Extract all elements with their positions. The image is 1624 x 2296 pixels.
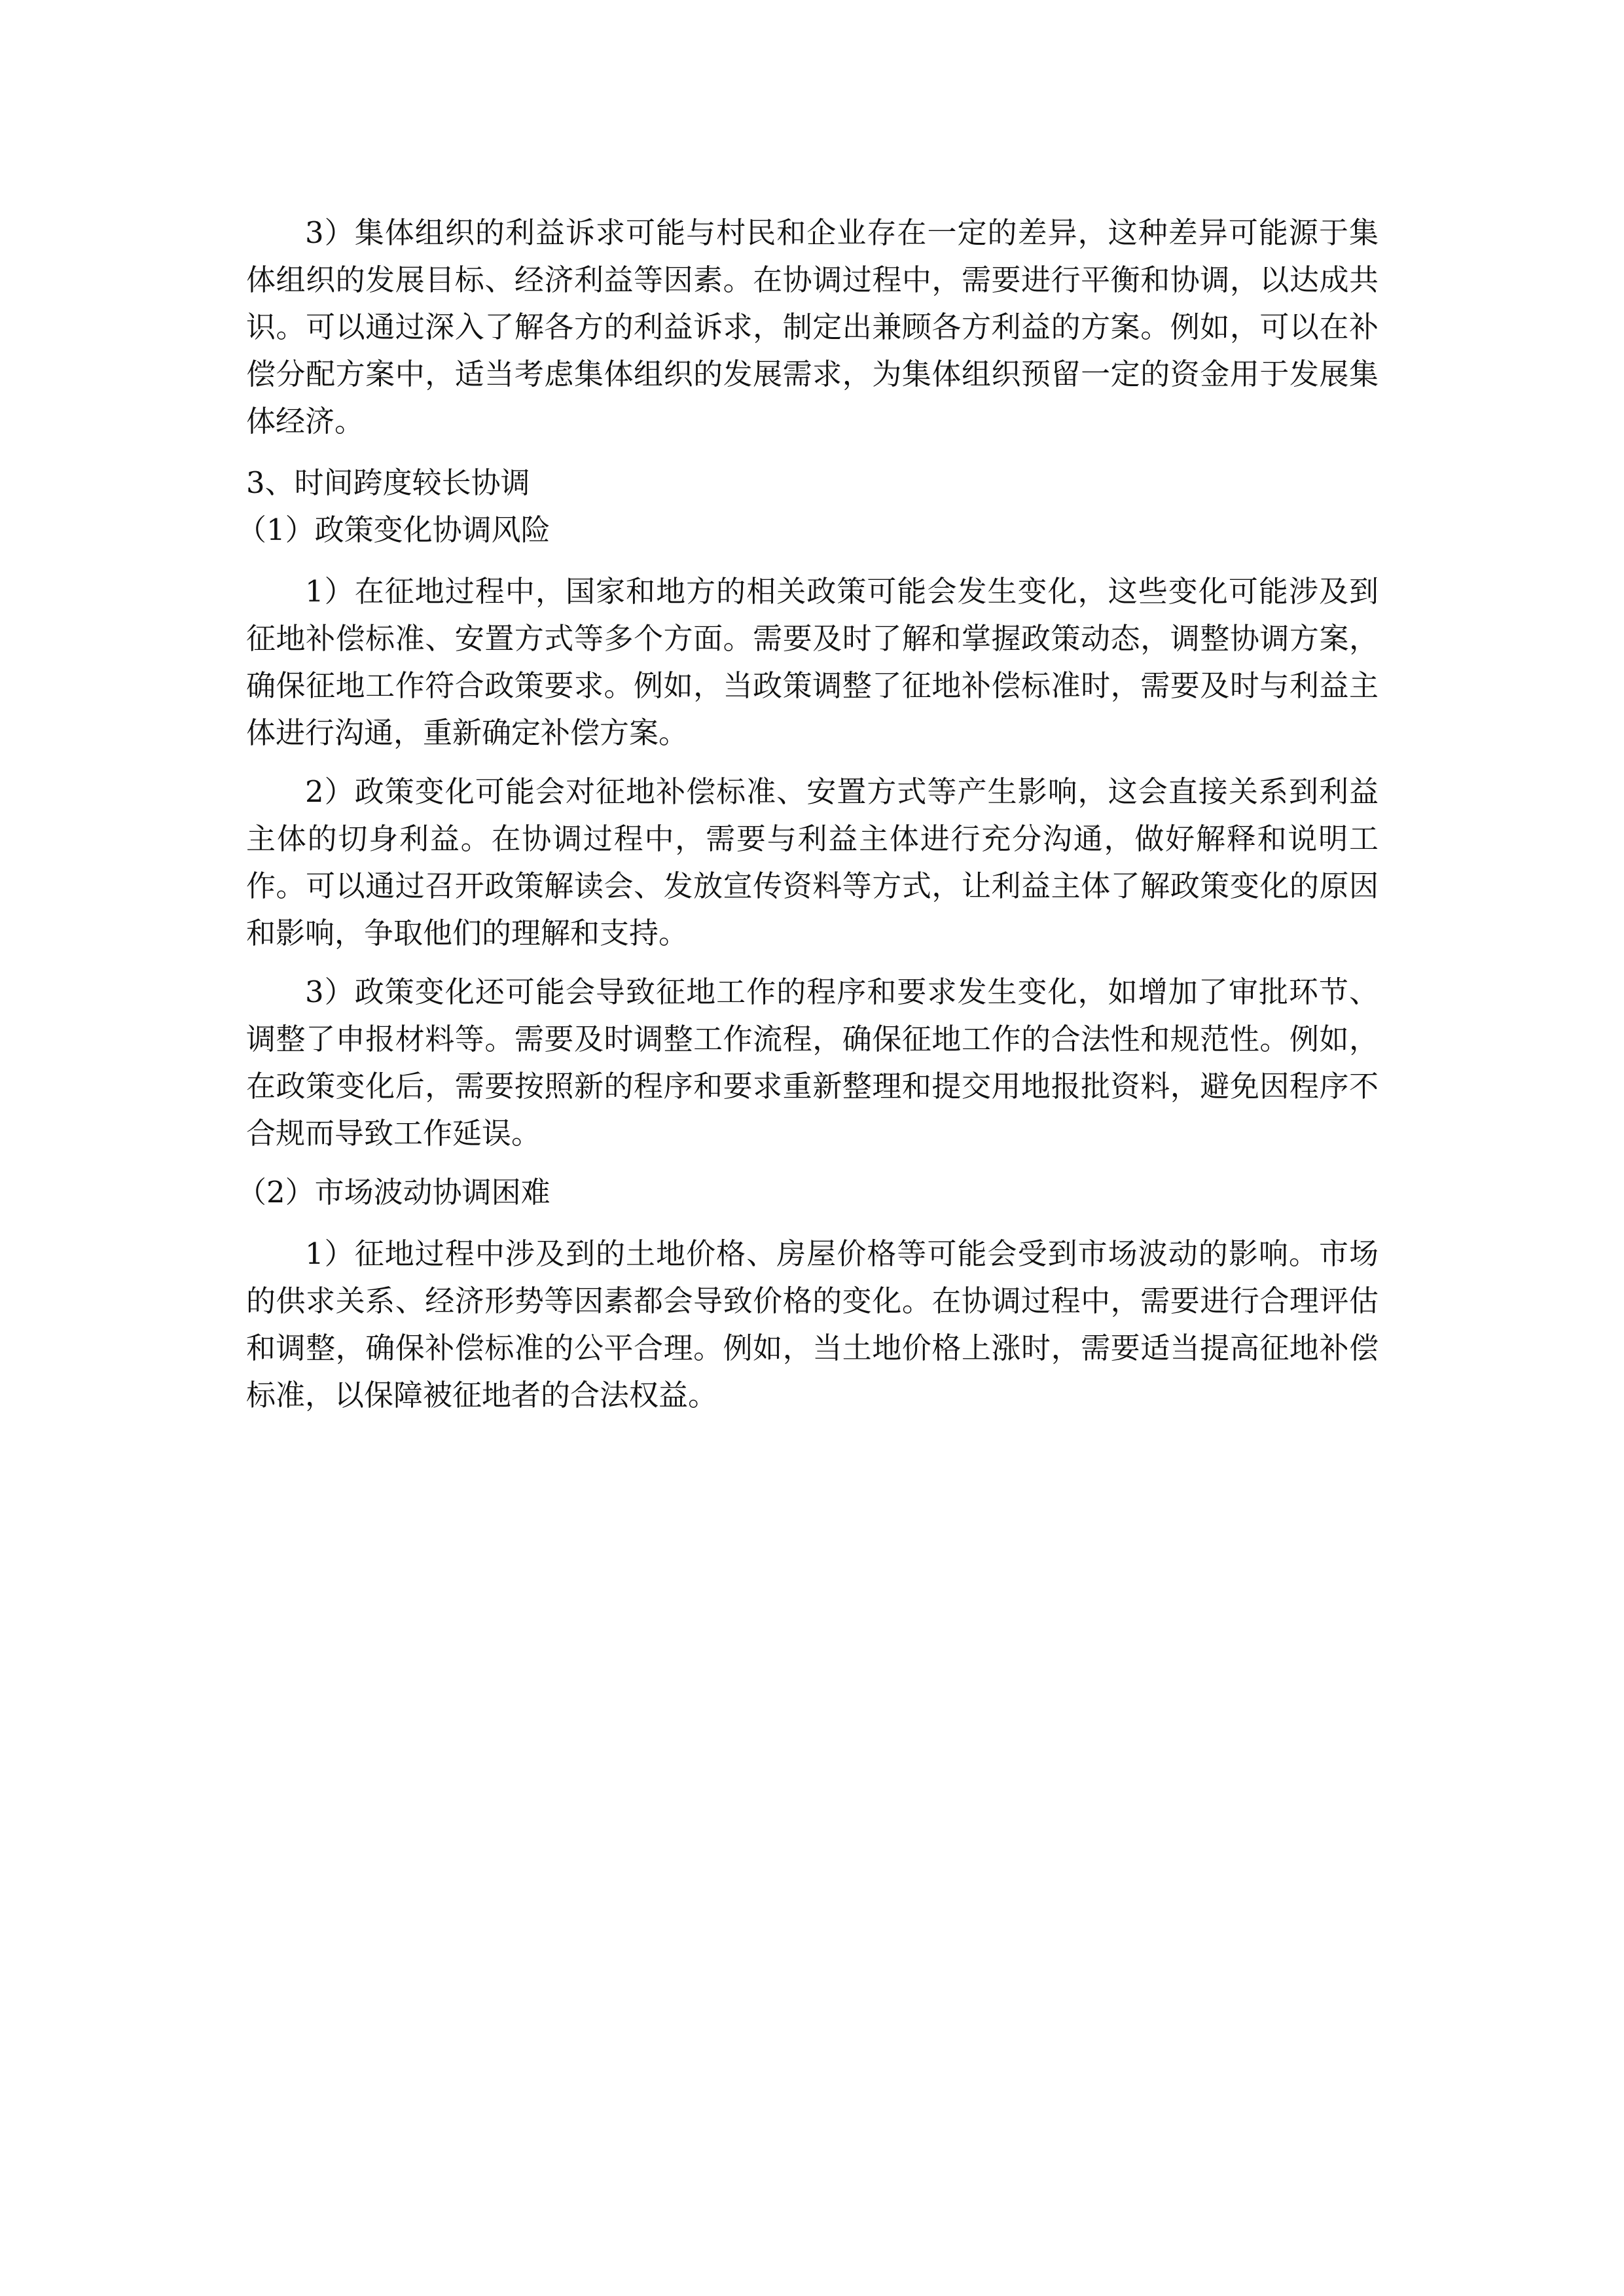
paragraph-policy-1: 1）在征地过程中，国家和地方的相关政策可能会发生变化，这些变化可能涉及到征地补偿标准、安置方式等多个方面。需要及时了解和掌握政策动态，调整协调方案，确保征地工作符合政策要求。例如，当政策调整了征地补偿标准时，需要及时与利益主体进行沟通，重新确定补偿方案。	[246, 574, 1379, 750]
spacer	[246, 445, 1379, 459]
spacer	[246, 957, 1379, 969]
document-page	[237, 209, 1379, 1419]
paragraph-collective-interests: 3）集体组织的利益诉求可能与村民和企业存在一定的差异，这种差异可能源于集体组织的发展目标、经济利益等因素。在协调过程中，需要进行平衡和协调，以达成共识。可以通过深入了解各方的利益诉求，制定出兼顾各方利益的方案。例如，可以在补偿分配方案中，适当考虑集体组织的发展需求，为集体组织预留一定的资金用于发展集体经济。	[246, 215, 1379, 439]
subsection-heading-market-fluctuation: （2）市场波动协调困难	[237, 1175, 550, 1210]
paragraph-market-1: 1）征地过程中涉及到的土地价格、房屋价格等可能会受到市场波动的影响。市场的供求关系、经济形势等因素都会导致价格的变化。在协调过程中，需要进行合理评估和调整，确保补偿标准的公平合理。例如，当土地价格上涨时，需要适当提高征地补偿标准，以保障被征地者的合法权益。	[246, 1236, 1379, 1412]
spacer	[246, 554, 1379, 568]
spacer	[246, 1216, 1379, 1230]
section-heading-long-duration: 3、时间跨度较长协调	[246, 465, 530, 500]
paragraph-policy-3: 3）政策变化还可能会导致征地工作的程序和要求发生变化，如增加了审批环节、调整了申报材料等。需要及时调整工作流程，确保征地工作的合法性和规范性。例如，在政策变化后，需要按照新的程序和要求重新整理和提交用地报批资料，避免因程序不合规而导致工作延误。	[246, 975, 1379, 1151]
paragraph-policy-2: 2）政策变化可能会对征地补偿标准、安置方式等产生影响，这会直接关系到利益主体的切身利益。在协调过程中，需要与利益主体进行充分沟通，做好解释和说明工作。可以通过召开政策解读会、发放宣传资料等方式，让利益主体了解政策变化的原因和影响，争取他们的理解和支持。	[246, 774, 1379, 950]
subsection-heading-policy-change: （1）政策变化协调风险	[237, 512, 550, 547]
spacer	[246, 1157, 1379, 1169]
spacer	[246, 757, 1379, 768]
